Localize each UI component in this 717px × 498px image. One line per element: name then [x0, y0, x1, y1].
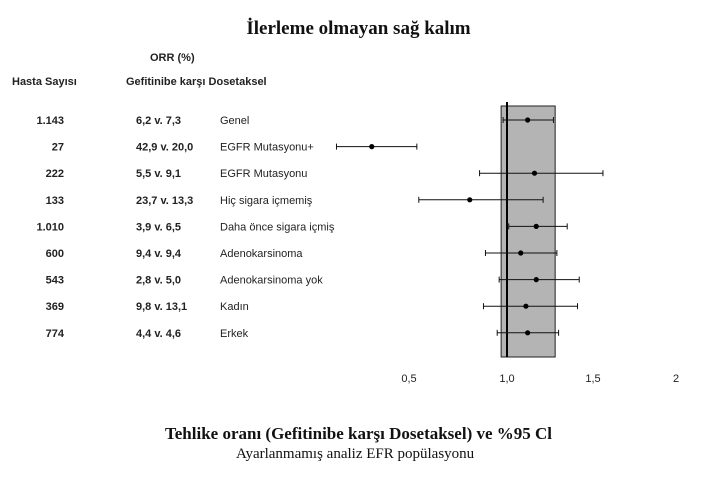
hazard-ratio-point	[467, 197, 472, 202]
orr-value: 2,8 v. 5,0	[136, 274, 182, 287]
orr-value: 5,5 v. 9,1	[136, 168, 182, 181]
hazard-ratio-point	[534, 224, 539, 229]
table-row	[46, 195, 543, 207]
orr-value: 42,9 v. 20,0	[136, 141, 194, 154]
orr-value: 9,8 v. 13,1	[136, 301, 188, 314]
orr-value: 23,7 v. 13,3	[136, 194, 194, 207]
subgroup-label: EGFR Mutasyonu+	[220, 141, 314, 154]
hazard-ratio-point	[525, 117, 530, 122]
table-row	[46, 248, 557, 260]
table-row	[52, 142, 417, 154]
hazard-ratio-point	[534, 277, 539, 282]
orr-header: ORR (%)	[150, 52, 195, 64]
hazard-ratio-point	[523, 304, 528, 309]
subtitle: Ayarlanmamış analiz EFR popülasyonu	[236, 446, 475, 462]
table-row	[46, 275, 580, 287]
orr-value: 9,4 v. 9,4	[136, 248, 182, 260]
subgroup-label: Daha önce sigara içmiş	[220, 221, 335, 234]
subgroup-label: Hiç sigara içmemiş	[220, 194, 313, 207]
table-row	[46, 328, 559, 340]
x-tick-label: 0,5	[401, 373, 417, 385]
subgroup-label: EGFR Mutasyonu	[220, 168, 308, 181]
hazard-ratio-point	[369, 144, 374, 149]
subgroup-label: Adenokarsinoma yok	[220, 274, 323, 287]
patient-count: 600	[45, 248, 64, 260]
x-tick-label: 1,5	[585, 373, 601, 385]
hazard-ratio-point	[525, 330, 530, 335]
patient-count: 1.010	[36, 221, 64, 234]
patient-count: 774	[45, 327, 64, 340]
comparison-header: Gefitinibe karşı Dosetaksel	[126, 76, 267, 88]
hazard-ratio-point	[518, 250, 523, 255]
patient-count: 1.143	[36, 115, 64, 127]
patient-count: 133	[45, 194, 64, 207]
table-row	[36, 115, 553, 127]
x-axis-label: Tehlike oranı (Gefitinibe karşı Dosetaksel) ve %95 Cl	[164, 424, 553, 443]
hazard-ratio-point	[532, 171, 537, 176]
chart-title: İlerleme olmayan sağ kalım	[246, 18, 471, 39]
patient-count: 27	[51, 141, 64, 154]
x-tick-label: 1,0	[499, 373, 515, 385]
subgroup-label: Erkek	[220, 327, 249, 340]
orr-value: 4,4 v. 4,6	[136, 327, 182, 340]
patient-count-header: Hasta Sayısı	[12, 76, 77, 88]
subgroup-label: Kadın	[220, 301, 249, 314]
ci-band	[501, 106, 555, 357]
patient-count: 369	[45, 301, 64, 314]
subgroup-label: Genel	[220, 115, 250, 127]
subgroup-label: Adenokarsinoma	[220, 248, 303, 260]
patient-count: 543	[45, 274, 64, 287]
patient-count: 222	[45, 168, 64, 181]
orr-value: 3,9 v. 6,5	[136, 221, 182, 234]
x-tick-label: 2	[672, 373, 680, 385]
orr-value: 6,2 v. 7,3	[136, 115, 182, 127]
table-row	[36, 221, 567, 233]
table-row	[46, 301, 578, 313]
